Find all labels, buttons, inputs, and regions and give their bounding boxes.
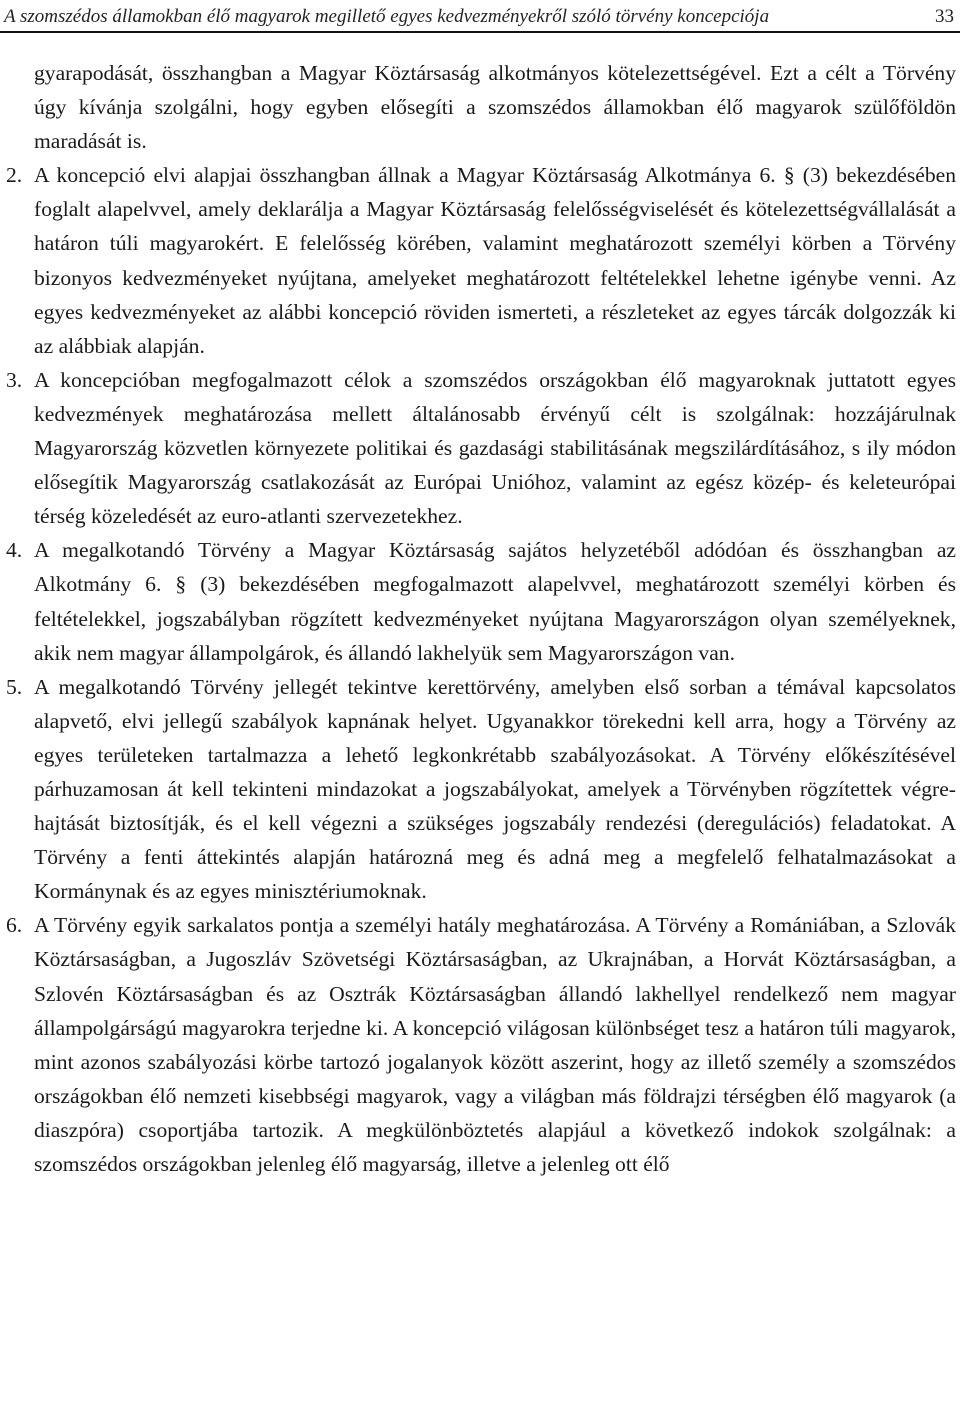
paragraph-text: A Törvény egyik sarkalatos pontja a személyi hatály meghatározása. A Törvény a Romániában, a Szlovák Köztársaságban, a Jugoszláv Szövetségi Köztársaságban, az Ukrajnában, a Horvát Köztársaságban, a Szlovén Köztársaságban és az Osztrák Köztársaságban állandó lakhellyel rendelkező nem magyar állampolgárságú magyarokra terjedne ki. A koncepció világosan különbséget tesz a határon túli magyarok, mint azonos szabályozási körbe tartozó jogalanyok között aszerint, hogy az illető személy a szomszédos országokban élő nemzeti kisebbségi magyarok, vagy a világban más földrajzi térségben élő magyarok (a diaszpóra) csoportjába tartozik. A megkülönböztetés alapjául a következő indokok szolgálnak: a szomszédos országokban jelenleg élő magyarság, illetve a jelenleg ott élő	[34, 913, 956, 1176]
paragraph-text: A megalkotandó Törvény jellegét tekintve kerettörvény, amelyben első sorban a témával kapcsolatos alapvető, elvi jellegű szabályok kapnának helyet. Ugyanakkor törekedni kell arra, hogy a Törvény az egyes területeken tartalmazza a lehető legkonkrétabb szabályozásokat. A Törvény előkészítésével párhuzamosan át kell tekinteni mindazokat a jogszabályokat, amelyek a Törvényben rögzítettek végrehajtását biztosítják, és el kell végezni a szükséges jogszabály rendezési (deregulációs) feladatokat. A Törvény a fenti áttekintés alapján határozná meg és adná meg a megfelelő felhatalmazásokat a Kormánynak és az egyes minisztériumoknak.	[34, 674, 956, 904]
paragraph-number: 2.	[6, 163, 23, 188]
paragraph-continuation	[34, 56, 956, 158]
paragraph-2	[6, 158, 956, 363]
document-body	[6, 56, 956, 1181]
paragraph-text: A megalkotandó Törvény a Magyar Köztársaság sajátos helyzetéből adódóan és összhangban az Alkotmány 6. § (3) bekezdésében megfogalmazott alapelvvel, meghatározott személyi körben és feltételekkel, jogszabályban rögzített kedvezményeket nyújtana Magyarországon olyan személyeknek, akik nem magyar állampolgárok, és állandó lakhelyük sem Magyarországon van.	[34, 538, 956, 665]
paragraph-3	[6, 363, 956, 533]
paragraph-5	[6, 670, 956, 909]
running-header	[4, 2, 954, 28]
paragraph-number: 5.	[6, 674, 23, 699]
paragraph-number: 3.	[6, 367, 23, 392]
paragraph-text: A koncepcióban megfogalmazott célok a szomszédos országokban élő magyaroknak juttatott egyes kedvezmények meghatározása mellett általánosabb érvényű célt is szolgálnak: hozzájárulnak Magyarország közvetlen környezete politikai és gazdasági stabilitásának megszilárdításához, s ily módon elősegítik Magyarország csatlakozását az Európai Unióhoz, valamint az egész közép- és keleteurópai térség közeledését az euro-atlanti szervezetekhez.	[34, 367, 956, 529]
header-rule	[0, 31, 960, 33]
paragraph-text: gyarapodását, összhangban a Magyar Köztársaság alkotmányos kötelezettségével. Ezt a célt a Törvény úgy kívánja szolgálni, hogy egyben elősegíti a szomszédos államokban élő magyarok szülőföldön maradását is.	[34, 61, 956, 154]
paragraph-text: A koncepció elvi alapjai összhangban állnak a Magyar Köztársaság Alkotmánya 6. § (3) bekezdésében foglalt alapelvvel, amely deklarálja a Magyar Köztársaság felelősségviselését és kötelezettségvállalását a határon túli magyarokért. E felelősség körében, valamint meghatározott személyi körben a Törvény bizonyos kedvezményeket nyújtana, amelyeket meghatározott feltételekkel lehetne igénybe venni. Az egyes kedvezményeket az alábbi koncepció röviden ismerteti, a részleteket az egyes tárcák dolgozzák ki az alábbiak alapján.	[34, 163, 956, 358]
paragraph-6	[6, 908, 956, 1181]
paragraph-number: 6.	[6, 913, 23, 938]
running-header-title: A szomszédos államokban élő magyarok megillető egyes kedvezményekről szóló törvény koncepciója	[4, 6, 770, 27]
paragraph-4	[6, 533, 956, 669]
paragraph-number: 4.	[6, 538, 23, 563]
page-number: 33	[935, 6, 954, 27]
